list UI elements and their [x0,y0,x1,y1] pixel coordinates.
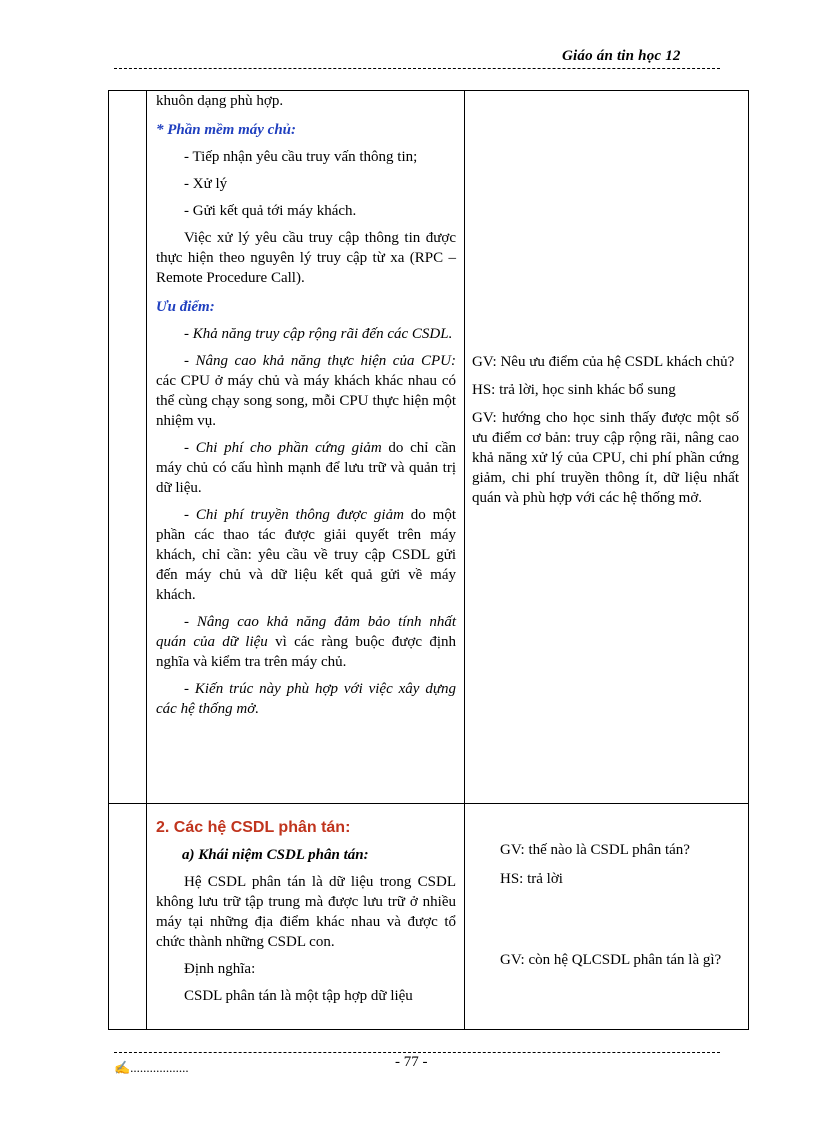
content-cell-row1 [156,91,456,719]
server-item: - Tiếp nhận yêu cầu truy vấn thông tin; [184,149,418,165]
server-software-heading: * Phần mềm máy chủ: [156,122,297,138]
footer-dashed-rule [114,1052,720,1053]
header-dashed-rule [114,68,720,69]
teacher-question: GV: Nêu ưu điểm của hệ CSDL khách chủ? [472,354,735,370]
advantage-item: - Khả năng truy cập rộng rãi đến các CSDL. [184,326,453,342]
distributed-db-heading: 2. Các hệ CSDL phân tán: [156,819,351,836]
advantage-item: - Nâng cao khả năng thực hiện của CPU: các CPU ở máy chủ và máy khách khác nhau có thể cùng chạy song song, mỗi CPU thực hiện một nhiệm vụ. [156,353,456,429]
activity-cell-row1 [472,352,739,508]
page-number: - 77 - [395,1054,428,1070]
continued-text: khuôn dạng phù hợp. [156,93,284,109]
server-item: - Gửi kết quả tới máy khách. [184,203,357,219]
table-col-divider-2 [464,90,465,1030]
rpc-paragraph: Việc xử lý yêu cầu truy cập thông tin được thực hiện theo nguyên lý truy cập từ xa (RPC – Remote Procedure Call). [156,230,456,286]
content-cell-row2 [156,818,456,1006]
definition-label: Định nghĩa: [184,961,256,977]
table-col-divider-1 [146,90,147,1030]
advantages-heading: Ưu điểm: [156,299,215,315]
teacher-guidance: GV: hướng cho học sinh thấy được một số ưu điểm cơ bản: truy cập rộng rãi, nâng cao khả năng xử lý của CPU, chi phí phần cứng giảm, chi phí truyền thông ít, dữ liệu nhất quán và phù hợp với các hệ thống mở. [472,410,739,506]
definition-text: CSDL phân tán là một tập hợp dữ liệu [184,988,413,1004]
student-answer: HS: trả lời [500,871,563,887]
advantage-item: - Chi phí truyền thông được giảm do một phần các thao tác được giải quyết trên máy khách, chỉ cần: yêu cầu về truy cập CSDL gửi đến máy chủ và dữ liệu kết quả gửi về máy khách. [156,507,456,603]
advantage-item: - Chi phí cho phần cứng giảm do chỉ cần máy chủ có cấu hình mạnh để lưu trữ và quản trị dữ liệu. [156,440,457,496]
advantage-item: - Kiến trúc này phù hợp với việc xây dựng các hệ thống mở. [156,681,456,717]
teacher-question: GV: còn hệ QLCSDL phân tán là gì? [500,952,722,968]
concept-paragraph: Hệ CSDL phân tán là dữ liệu trong CSDL không lưu trữ tập trung mà được lưu trữ ở nhiều máy tại những địa điểm khác nhau và được tổ chức thành những CSDL con. [156,874,456,950]
page-header-title: Giáo án tin học 12 [562,48,681,64]
table-bottom-border [108,1029,749,1030]
table-right-border [748,90,749,1030]
teacher-question: GV: thế nào là CSDL phân tán? [500,842,690,858]
concept-subheading: a) Khái niệm CSDL phân tán: [182,847,369,863]
table-left-border [108,90,109,1030]
advantage-item: - Nâng cao khả năng đảm bảo tính nhất quán của dữ liệu vì các ràng buộc được định nghĩa và kiểm tra trên máy chủ. [156,614,456,670]
signature-line: ✍.................. [114,1060,189,1075]
activity-cell-row2 [472,840,739,970]
table-row-divider [108,803,749,804]
server-item: - Xử lý [184,176,228,192]
student-answer: HS: trả lời, học sinh khác bổ sung [472,382,676,398]
